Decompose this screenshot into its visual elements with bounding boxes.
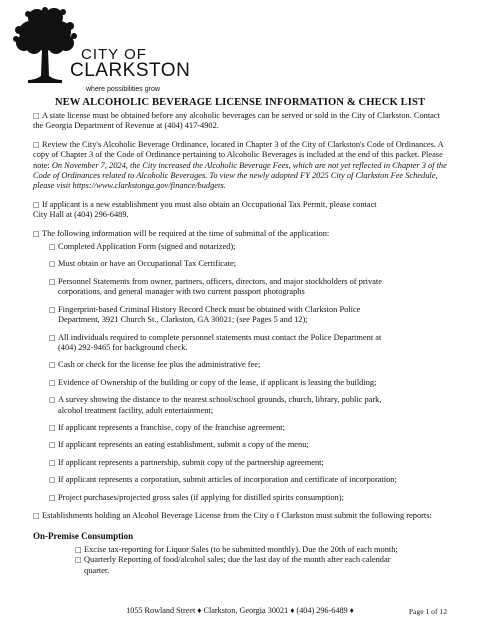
checkbox-icon: □ — [75, 556, 82, 565]
checkbox-icon: □ — [49, 493, 56, 502]
checklist-item-continuation: quarter. — [84, 565, 110, 575]
checklist-item — [49, 378, 450, 388]
checkbox-icon: □ — [49, 396, 56, 405]
checkbox-icon: □ — [33, 112, 40, 120]
checkbox-icon: □ — [49, 476, 56, 485]
checklist-item-continuation: alcohol treatment facility, adult entertainment; — [58, 405, 214, 415]
checkbox-icon: □ — [49, 458, 56, 467]
city-logo — [10, 6, 210, 94]
checklist-item — [49, 458, 450, 468]
checklist-item — [49, 242, 450, 252]
on-premise-list — [75, 545, 450, 576]
page-number: Page 1 of 12 — [408, 607, 447, 616]
checklist-item — [49, 423, 450, 433]
checkbox-icon: □ — [49, 378, 56, 387]
checklist-item-text: All individuals required to complete personnel statements must contact the Police Department at — [58, 332, 382, 342]
checkbox-icon: □ — [33, 200, 40, 209]
checklist-item — [49, 333, 450, 354]
checklist-item-text: If applicant represents a corporation, submit articles of incorporation and certificate of incorporation; — [58, 475, 397, 485]
reports-text: Establishments holding an Alcohol Beverage License from the City o f Clarkston must submit the following reports: — [42, 510, 432, 520]
checkbox-icon: □ — [33, 511, 40, 520]
footer-address: 1055 Rowland Street ♦ Clarkston, Georgia 30021 ♦ (404) 296-6489 ♦ — [126, 606, 354, 615]
fee-notice-text: On November 7, 2024, the City increased the Alcoholic Beverage Fees, which are not yet reflected in Chapter 3 of the Code of Ordinances related to Alcoholic Beverages. To view the newly adopted FY 2025 City of Clarkston Fee Schedule, please visit https://www.clarkstonga.gov/finance/budgets. — [33, 160, 447, 191]
checkbox-icon: □ — [49, 260, 56, 269]
checkbox-icon: □ — [49, 243, 56, 252]
checklist-item — [49, 259, 450, 269]
checklist-item-text: Must obtain or have an Occupational Tax Certificate; — [58, 259, 237, 269]
checklist-item-text: Cash or check for the license fee plus the administrative fee; — [58, 360, 261, 370]
checklist-item-text: If applicant represents a partnership, submit copy of the partnership agreement; — [58, 457, 324, 467]
checkbox-icon: □ — [33, 140, 40, 149]
on-premise-heading: On-Premise Consumption — [33, 531, 134, 542]
checklist-item — [49, 360, 450, 370]
logo-name-text: CLARKSTON — [70, 60, 191, 81]
checklist-item-text: If applicant represents a franchise, copy of the franchise agreement; — [58, 422, 285, 432]
checklist-item-text: Project purchases/projected gross sales (if applying for distilled spirits consumption); — [58, 492, 344, 502]
checklist-item — [75, 545, 450, 555]
checklist-item-text: Completed Application Form (signed and notarized); — [58, 242, 236, 252]
checklist-item-text: If applicant represents an eating establishment, submit a copy of the menu; — [58, 440, 309, 450]
checkbox-icon: □ — [49, 423, 56, 432]
ordinance-paragraph — [33, 140, 450, 192]
checklist-item-text: Fingerprint-based Criminal History Record Check must be obtained with Clarkston Police — [58, 304, 361, 314]
checkbox-icon: □ — [49, 441, 56, 450]
checklist-item-text: Excise tax-reporting for Liquor Sales (to be submitted monthly). Due the 20th of each month; — [84, 544, 398, 554]
state-license-paragraph — [33, 111, 450, 132]
checklist-item-continuation: (404) 292-9465 for background check. — [58, 342, 188, 352]
checklist-item — [49, 475, 450, 485]
checklist-item — [49, 440, 450, 450]
checklist-item-text: Evidence of Ownership of the building or copy of the lease, if applicant is leasing the building; — [58, 377, 377, 387]
logo-tagline: where possibilities grow — [86, 86, 160, 93]
checklist-item-text: Quarterly Reporting of food/alcohol sales; due the last day of the month after each calendar — [84, 555, 391, 565]
checklist-item-continuation: corporations, and general manager with two current passport photographs — [58, 287, 305, 297]
checkbox-icon: □ — [49, 305, 56, 314]
required-info-text: The following information will be required at the time of submittal of the application: — [42, 228, 330, 238]
state-license-text: A state license must be obtained before any alcoholic beverages can be served or sold in the City of Clarkston. Contact the Georgia Department of Revenue at (404) 417-4902. — [33, 111, 440, 131]
checklist-item-continuation: Department, 3921 Church St., Clarkston, GA 30021; (see Pages 5 and 12); — [58, 315, 308, 325]
checkbox-icon: □ — [49, 361, 56, 370]
document-body — [33, 111, 450, 576]
checklist-item-text: A survey showing the distance to the nearest school/school grounds, church, library, public park, — [58, 395, 382, 405]
checkbox-icon: □ — [49, 333, 56, 342]
checklist-item — [75, 555, 450, 576]
required-items-list — [49, 242, 450, 503]
page-title: NEW ALCOHOLIC BEVERAGE LICENSE INFORMATION & CHECK LIST — [54, 97, 426, 108]
checklist-item — [49, 395, 450, 416]
checklist-item-text: Personnel Statements from owner, partners, officers, directors, and major stockholders of private — [58, 276, 382, 286]
city-hall-phone-text: City Hall at (404) 296-6489. — [33, 210, 129, 220]
checklist-item — [49, 277, 450, 298]
checklist-item — [49, 493, 450, 503]
logo-city-text: CITY OF — [81, 46, 147, 63]
checklist-item — [49, 305, 450, 326]
required-info-intro — [33, 229, 450, 239]
checkbox-icon: □ — [75, 545, 82, 554]
reports-paragraph — [33, 511, 450, 521]
occupational-tax-paragraph — [33, 200, 450, 221]
checkbox-icon: □ — [33, 229, 40, 238]
checkbox-icon: □ — [49, 277, 56, 286]
ordinance-text: Review the City's Alcoholic Beverage Ordinance, located in Chapter 3 of the City of Clarkston's Code of Ordinances. A copy of Chapter 3 of the Code of Ordinance pertaining to Alcoholic Beverages is included at the end of this packet. Please note: — [33, 139, 444, 170]
occupational-tax-text: If applicant is a new establishment you must also obtain an Occupational Tax Permit, please contact — [42, 199, 377, 209]
